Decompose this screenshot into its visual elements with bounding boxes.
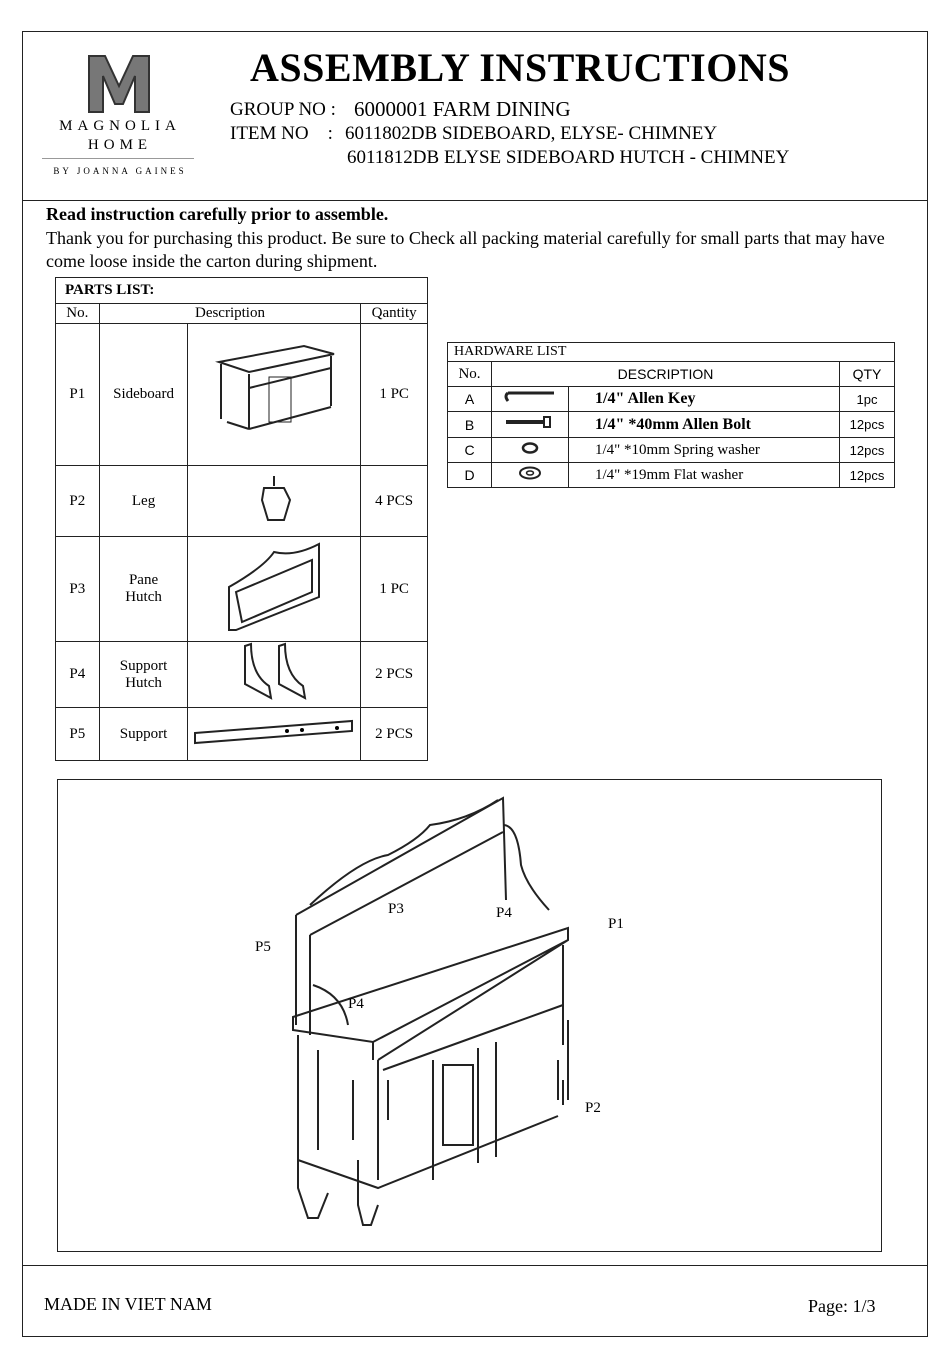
hardware-list-table bbox=[447, 342, 895, 488]
item-label: ITEM NO : bbox=[230, 123, 333, 144]
col-qty: Qantity bbox=[361, 304, 428, 324]
hw-no: D bbox=[448, 463, 492, 488]
part-no: P3 bbox=[56, 537, 100, 642]
page-number: Page: 1/3 bbox=[808, 1296, 876, 1316]
divider bbox=[22, 1265, 928, 1266]
parts-title: PARTS LIST: bbox=[56, 278, 428, 304]
part-qty: 1 PC bbox=[361, 537, 428, 642]
part-qty: 4 PCS bbox=[361, 466, 428, 537]
hw-qty: 12pcs bbox=[840, 438, 895, 463]
part-no: P4 bbox=[56, 642, 100, 708]
part-no: P5 bbox=[56, 708, 100, 761]
assembly-diagram bbox=[57, 779, 882, 1252]
leg-image bbox=[188, 466, 361, 537]
label-p4: P4 bbox=[496, 905, 512, 921]
part-no: P2 bbox=[56, 466, 100, 537]
support-hutch-image bbox=[188, 642, 361, 708]
parts-list-table bbox=[55, 277, 428, 761]
intro-heading: Read instruction carefully prior to assemble. bbox=[46, 204, 389, 224]
table-row bbox=[448, 412, 895, 438]
divider bbox=[22, 200, 928, 201]
part-desc: Support Hutch bbox=[99, 642, 188, 708]
part-qty: 2 PCS bbox=[361, 708, 428, 761]
spring-washer-icon bbox=[492, 438, 569, 463]
col-desc: Description bbox=[99, 304, 361, 324]
logo-rule bbox=[42, 158, 194, 159]
item-1: 6011802DB SIDEBOARD, ELYSE- CHIMNEY bbox=[345, 123, 718, 144]
sideboard-image bbox=[188, 324, 361, 466]
item-2: 6011812DB ELYSE SIDEBOARD HUTCH - CHIMNEY bbox=[347, 147, 790, 168]
hw-desc: 1/4" Allen Key bbox=[569, 387, 840, 412]
group-value: 6000001 FARM DINING bbox=[354, 97, 571, 121]
table-row bbox=[56, 466, 428, 537]
allen-key-icon bbox=[492, 387, 569, 412]
hw-desc: 1/4" *19mm Flat washer bbox=[569, 463, 840, 488]
table-row bbox=[448, 463, 895, 488]
label-p5: P5 bbox=[255, 939, 271, 955]
label-p2: P2 bbox=[585, 1100, 601, 1116]
col-no: No. bbox=[56, 304, 100, 324]
support-image bbox=[188, 708, 361, 761]
group-label: GROUP NO : bbox=[230, 99, 336, 120]
logo-tagline: BY JOANNA GAINES bbox=[53, 166, 187, 176]
table-row bbox=[56, 537, 428, 642]
hw-no: A bbox=[448, 387, 492, 412]
table-row bbox=[56, 708, 428, 761]
logo-home: HOME bbox=[87, 137, 153, 153]
label-p3: P3 bbox=[388, 901, 404, 917]
hw-no: B bbox=[448, 412, 492, 438]
part-desc: Pane Hutch bbox=[99, 537, 188, 642]
table-row bbox=[56, 642, 428, 708]
table-row bbox=[56, 324, 428, 466]
magnolia-logo-icon bbox=[85, 52, 153, 116]
page-title: ASSEMBLY INSTRUCTIONS bbox=[250, 45, 790, 90]
hw-qty: 12pcs bbox=[840, 463, 895, 488]
col-desc: DESCRIPTION bbox=[492, 362, 840, 387]
bolt-icon bbox=[492, 412, 569, 438]
part-qty: 1 PC bbox=[361, 324, 428, 466]
hw-qty: 1pc bbox=[840, 387, 895, 412]
label-p4: P4 bbox=[348, 996, 364, 1012]
intro-body: Thank you for purchasing this product. Be sure to Check all packing material carefully for small parts that may have come loose inside the carton during shipment. bbox=[46, 228, 885, 271]
hw-desc: 1/4" *10mm Spring washer bbox=[569, 438, 840, 463]
col-qty: QTY bbox=[840, 362, 895, 387]
part-no: P1 bbox=[56, 324, 100, 466]
flat-washer-icon bbox=[492, 463, 569, 488]
part-qty: 2 PCS bbox=[361, 642, 428, 708]
hw-desc: 1/4" *40mm Allen Bolt bbox=[569, 412, 840, 438]
hardware-title: HARDWARE LIST bbox=[448, 343, 895, 362]
part-desc: Support bbox=[99, 708, 188, 761]
pane-hutch-image bbox=[188, 537, 361, 642]
col-no: No. bbox=[448, 362, 492, 387]
sideboard-assembly-illustration bbox=[58, 780, 883, 1253]
part-desc: Leg bbox=[99, 466, 188, 537]
logo-brand: MAGNOLIA bbox=[59, 118, 181, 134]
label-p1: P1 bbox=[608, 916, 624, 932]
made-in: MADE IN VIET NAM bbox=[44, 1294, 212, 1314]
table-row bbox=[448, 387, 895, 412]
part-desc: Sideboard bbox=[99, 324, 188, 466]
table-row bbox=[448, 438, 895, 463]
hw-no: C bbox=[448, 438, 492, 463]
hw-qty: 12pcs bbox=[840, 412, 895, 438]
